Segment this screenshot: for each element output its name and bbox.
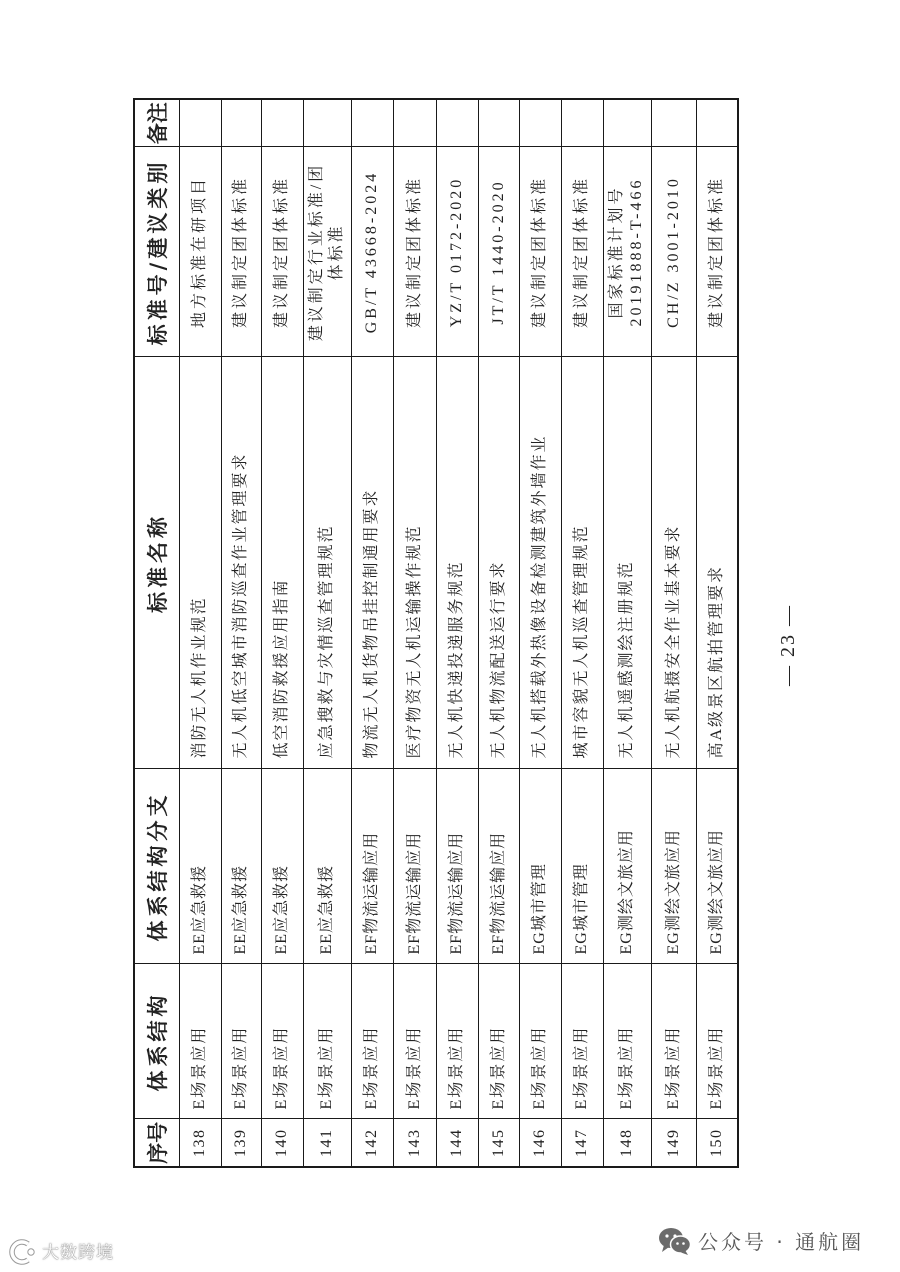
watermark-wechat-text: 公众号 · 通航圈 — [698, 1230, 865, 1254]
table-row — [519, 99, 561, 1167]
cell-standard-name: 无人机遥感测绘注册规范 — [603, 357, 651, 769]
cell-standard-no-or-category: 建议制定团体标准 — [221, 147, 261, 357]
cell-serial-no: 148 — [603, 1119, 651, 1167]
standards-table — [133, 98, 739, 1168]
watermark-brand-text: 大数跨境 — [42, 1243, 114, 1263]
table-row — [436, 99, 478, 1167]
cell-branch: EG测绘文旅应用 — [696, 769, 738, 964]
cell-branch: EF物流运输应用 — [436, 769, 478, 964]
table-row — [261, 99, 303, 1167]
table-row — [603, 99, 651, 1167]
cell-standard-no-or-category: 国家标准计划号 20191888-T-466 — [603, 147, 651, 357]
cell-serial-no: 142 — [351, 1119, 393, 1167]
cell-branch: EE应急救援 — [303, 769, 351, 964]
header-standard-no-or-category: 标准号/建议类别 — [134, 147, 179, 357]
cell-remark — [393, 99, 436, 147]
brand-logo-icon — [6, 1238, 38, 1266]
header-serial-no: 序号 — [134, 1119, 179, 1167]
cell-remark — [436, 99, 478, 147]
cell-serial-no: 147 — [561, 1119, 603, 1167]
cell-serial-no: 139 — [221, 1119, 261, 1167]
cell-branch: EE应急救援 — [221, 769, 261, 964]
cell-structure: E场景应用 — [478, 964, 519, 1119]
table-row — [651, 99, 696, 1167]
cell-standard-no-or-category: 建议制定团体标准 — [561, 147, 603, 357]
cell-standard-no-or-category: YZ/T 0172-2020 — [436, 147, 478, 357]
cell-remark — [478, 99, 519, 147]
cell-remark — [519, 99, 561, 147]
cell-standard-no-or-category: GB/T 43668-2024 — [351, 147, 393, 357]
cell-remark — [351, 99, 393, 147]
cell-structure: E场景应用 — [221, 964, 261, 1119]
header-branch: 体系结构分支 — [134, 769, 179, 964]
cell-standard-name: 无人机快递投递服务规范 — [436, 357, 478, 769]
cell-structure: E场景应用 — [651, 964, 696, 1119]
cell-serial-no: 149 — [651, 1119, 696, 1167]
wechat-icon — [658, 1226, 692, 1256]
table-row — [561, 99, 603, 1167]
cell-standard-no-or-category: JT/T 1440-2020 — [478, 147, 519, 357]
cell-standard-name: 物流无人机货物吊挂控制通用要求 — [351, 357, 393, 769]
cell-serial-no: 141 — [303, 1119, 351, 1167]
cell-serial-no: 143 — [393, 1119, 436, 1167]
cell-serial-no: 145 — [478, 1119, 519, 1167]
cell-serial-no: 140 — [261, 1119, 303, 1167]
cell-branch: EF物流运输应用 — [393, 769, 436, 964]
cell-remark — [261, 99, 303, 147]
cell-branch: EG测绘文旅应用 — [603, 769, 651, 964]
cell-branch: EG城市管理 — [561, 769, 603, 964]
table-header-row — [134, 99, 179, 1167]
table-row — [478, 99, 519, 1167]
cell-branch: EF物流运输应用 — [351, 769, 393, 964]
cell-remark — [603, 99, 651, 147]
cell-standard-name: 城市容貌无人机巡查管理规范 — [561, 357, 603, 769]
table-row — [179, 99, 221, 1167]
cell-standard-no-or-category: 建议制定团体标准 — [696, 147, 738, 357]
cell-standard-name: 无人机搭载外热像设备检测建筑外墙作业 — [519, 357, 561, 769]
cell-standard-name: 无人机物流配送运行要求 — [478, 357, 519, 769]
page-number: — 23 — — [777, 604, 799, 686]
cell-branch: EE应急救援 — [261, 769, 303, 964]
cell-serial-no: 138 — [179, 1119, 221, 1167]
cell-structure: E场景应用 — [351, 964, 393, 1119]
cell-serial-no: 146 — [519, 1119, 561, 1167]
cell-standard-no-or-category: 建议制定行业标准/团体标准 — [303, 147, 351, 357]
cell-structure: E场景应用 — [179, 964, 221, 1119]
cell-structure: E场景应用 — [261, 964, 303, 1119]
cell-standard-name: 低空消防救援应用指南 — [261, 357, 303, 769]
cell-branch: EG测绘文旅应用 — [651, 769, 696, 964]
cell-standard-name: 医疗物资无人机运输操作规范 — [393, 357, 436, 769]
table-row — [303, 99, 351, 1167]
table-row — [221, 99, 261, 1167]
table-row — [351, 99, 393, 1167]
header-remark: 备注 — [134, 99, 179, 147]
cell-standard-no-or-category: 建议制定团体标准 — [261, 147, 303, 357]
cell-structure: E场景应用 — [603, 964, 651, 1119]
cell-structure: E场景应用 — [303, 964, 351, 1119]
cell-remark — [179, 99, 221, 147]
cell-remark — [696, 99, 738, 147]
cell-structure: E场景应用 — [393, 964, 436, 1119]
cell-standard-no-or-category: CH/Z 3001-2010 — [651, 147, 696, 357]
cell-remark — [651, 99, 696, 147]
cell-remark — [561, 99, 603, 147]
rotated-page-content — [133, 100, 813, 1168]
cell-structure: E场景应用 — [696, 964, 738, 1119]
table-row — [696, 99, 738, 1167]
cell-standard-name: 无人机低空城市消防巡查作业管理要求 — [221, 357, 261, 769]
cell-standard-name: 消防无人机作业规范 — [179, 357, 221, 769]
cell-serial-no: 150 — [696, 1119, 738, 1167]
cell-branch: EG城市管理 — [519, 769, 561, 964]
cell-standard-no-or-category: 地方标准在研项目 — [179, 147, 221, 357]
header-structure: 体系结构 — [134, 964, 179, 1119]
cell-standard-name: 高A级景区航拍管理要求 — [696, 357, 738, 769]
cell-standard-name: 无人机航摄安全作业基本要求 — [651, 357, 696, 769]
table-row — [393, 99, 436, 1167]
cell-branch: EE应急救援 — [179, 769, 221, 964]
cell-structure: E场景应用 — [561, 964, 603, 1119]
cell-structure: E场景应用 — [519, 964, 561, 1119]
cell-standard-no-or-category: 建议制定团体标准 — [519, 147, 561, 357]
cell-standard-no-or-category: 建议制定团体标准 — [393, 147, 436, 357]
cell-serial-no: 144 — [436, 1119, 478, 1167]
header-standard-name: 标准名称 — [134, 357, 179, 769]
cell-branch: EF物流运输应用 — [478, 769, 519, 964]
cell-structure: E场景应用 — [436, 964, 478, 1119]
cell-remark — [221, 99, 261, 147]
cell-remark — [303, 99, 351, 147]
cell-standard-name: 应急搜救与灾情巡查管理规范 — [303, 357, 351, 769]
